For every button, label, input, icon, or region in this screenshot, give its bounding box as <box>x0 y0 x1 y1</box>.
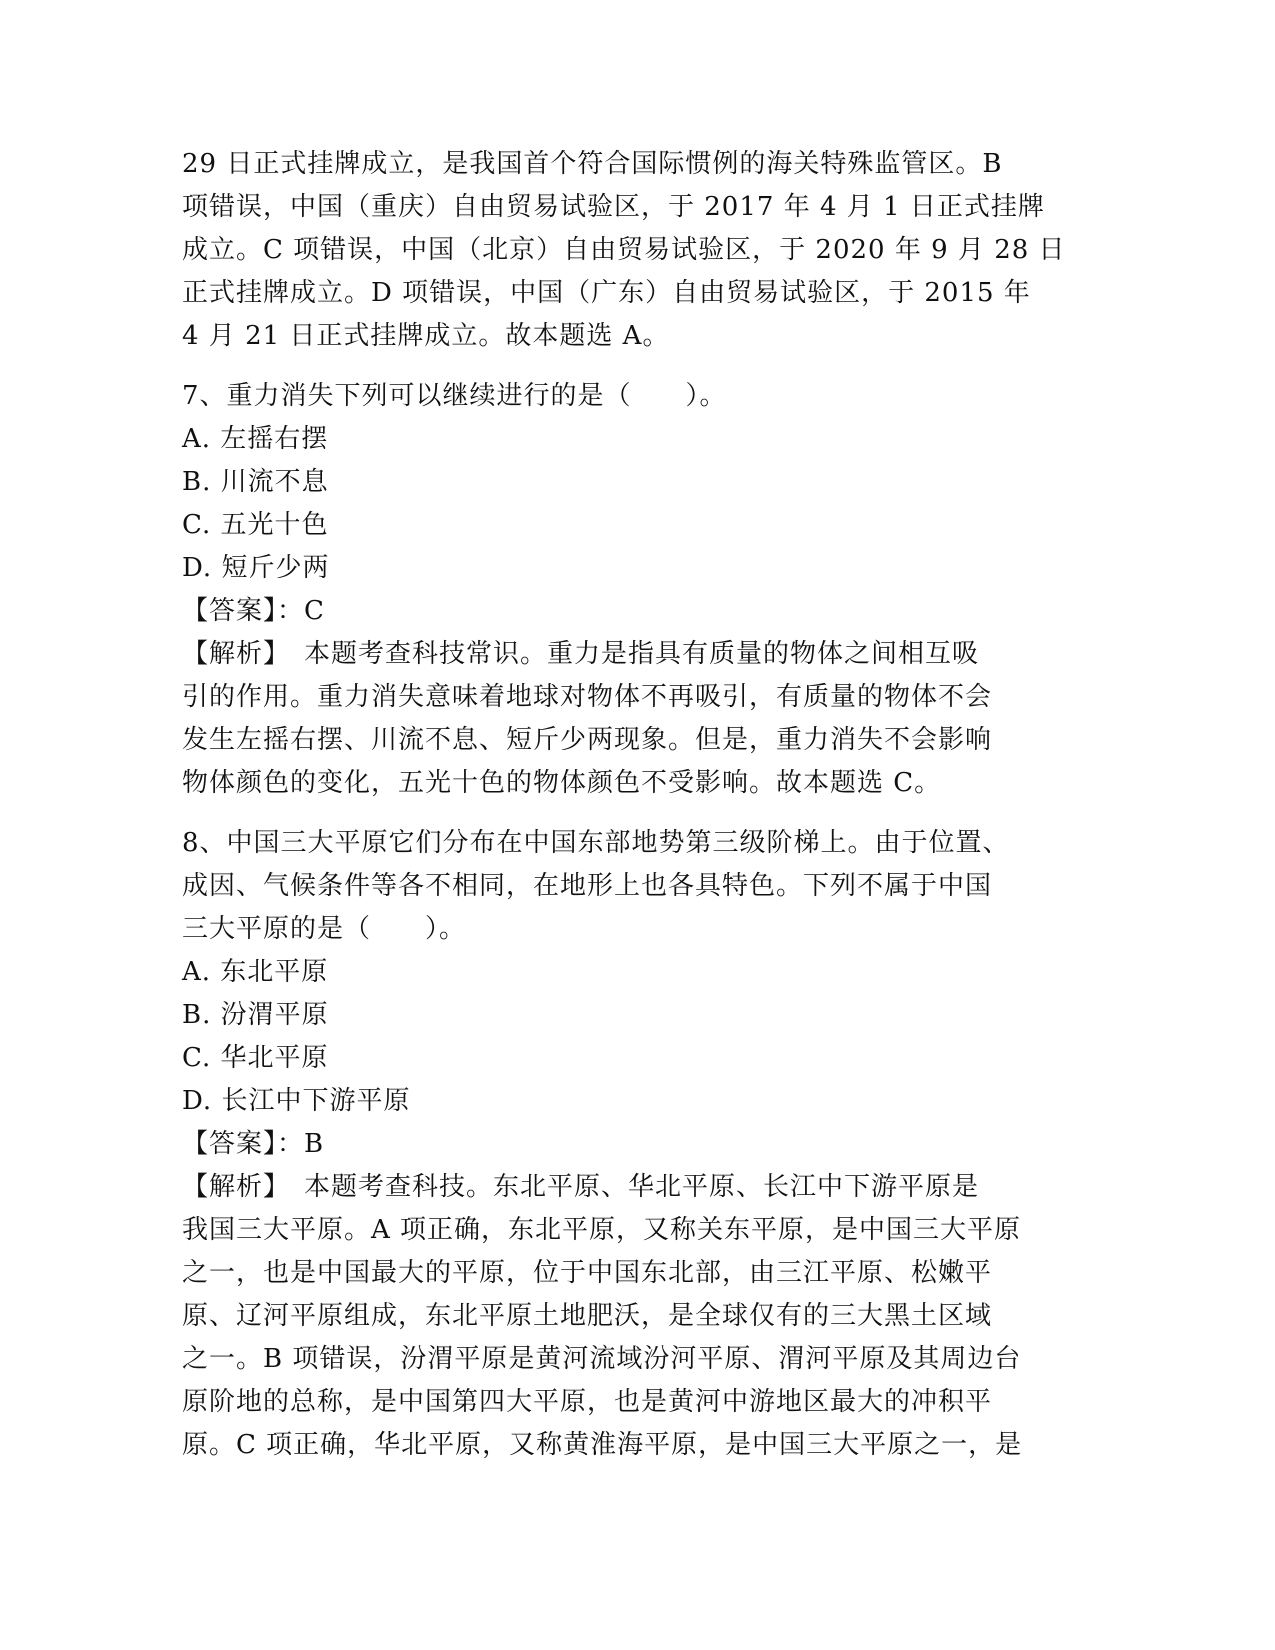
analysis-line: 之一，也是中国最大的平原，位于中国东北部，由三江平原、松嫩平 <box>182 1258 993 1288</box>
answer-line: 【答案】：B <box>182 1129 325 1159</box>
analysis-line: 原、辽河平原组成，东北平原土地肥沃，是全球仅有的三大黑土区域 <box>182 1301 993 1331</box>
option-c: C. 五光十色 <box>182 510 329 540</box>
question-text: 成因、气候条件等各不相同，在地形上也各具特色。下列不属于中国 <box>182 871 993 901</box>
option-a: A. 左摇右摆 <box>182 424 329 454</box>
option-d: D. 长江中下游平原 <box>182 1086 411 1116</box>
option-c: C. 华北平原 <box>182 1043 329 1073</box>
question-text: 三大平原的是（ ）。 <box>182 914 467 944</box>
analysis-line: 之一。B 项错误，汾渭平原是黄河流域汾河平原、渭河平原及其周边台 <box>182 1344 1022 1374</box>
analysis-line: 引的作用。重力消失意味着地球对物体不再吸引，有质量的物体不会 <box>182 682 993 712</box>
question-text: 8、中国三大平原它们分布在中国东部地势第三级阶梯上。由于位置、 <box>182 828 1010 858</box>
previous-analysis-continuation <box>182 143 1082 358</box>
text-line: 正式挂牌成立。D 项错误，中国（广东）自由贸易试验区，于 2015 年 <box>182 278 1031 308</box>
text-line: 29 日正式挂牌成立，是我国首个符合国际惯例的海关特殊监管区。B <box>182 149 1003 179</box>
option-d: D. 短斤少两 <box>182 553 330 583</box>
answer-line: 【答案】：C <box>182 596 325 626</box>
analysis-line: 【解析】 本题考查科技。东北平原、华北平原、长江中下游平原是 <box>182 1172 980 1202</box>
text-line: 成立。C 项错误，中国（北京）自由贸易试验区，于 2020 年 9 月 28 日 <box>182 235 1066 265</box>
analysis-line: 原阶地的总称，是中国第四大平原，也是黄河中游地区最大的冲积平 <box>182 1387 993 1417</box>
text-line: 4 月 21 日正式挂牌成立。故本题选 A。 <box>182 321 670 351</box>
analysis-line: 我国三大平原。A 项正确，东北平原，又称关东平原，是中国三大平原 <box>182 1215 1022 1245</box>
option-b: B. 汾渭平原 <box>182 1000 329 1030</box>
question-7 <box>182 375 1082 805</box>
analysis-line: 【解析】 本题考查科技常识。重力是指具有质量的物体之间相互吸 <box>182 639 980 669</box>
question-8 <box>182 822 1082 1467</box>
analysis-line: 物体颜色的变化，五光十色的物体颜色不受影响。故本题选 C。 <box>182 768 942 798</box>
analysis-line: 原。C 项正确，华北平原，又称黄淮海平原，是中国三大平原之一，是 <box>182 1430 1023 1460</box>
document-page <box>182 143 1082 1467</box>
option-a: A. 东北平原 <box>182 957 329 987</box>
option-b: B. 川流不息 <box>182 467 329 497</box>
text-line: 项错误，中国（重庆）自由贸易试验区，于 2017 年 4 月 1 日正式挂牌 <box>182 192 1045 222</box>
question-text: 7、重力消失下列可以继续进行的是（ ）。 <box>182 381 727 411</box>
analysis-line: 发生左摇右摆、川流不息、短斤少两现象。但是，重力消失不会影响 <box>182 725 993 755</box>
